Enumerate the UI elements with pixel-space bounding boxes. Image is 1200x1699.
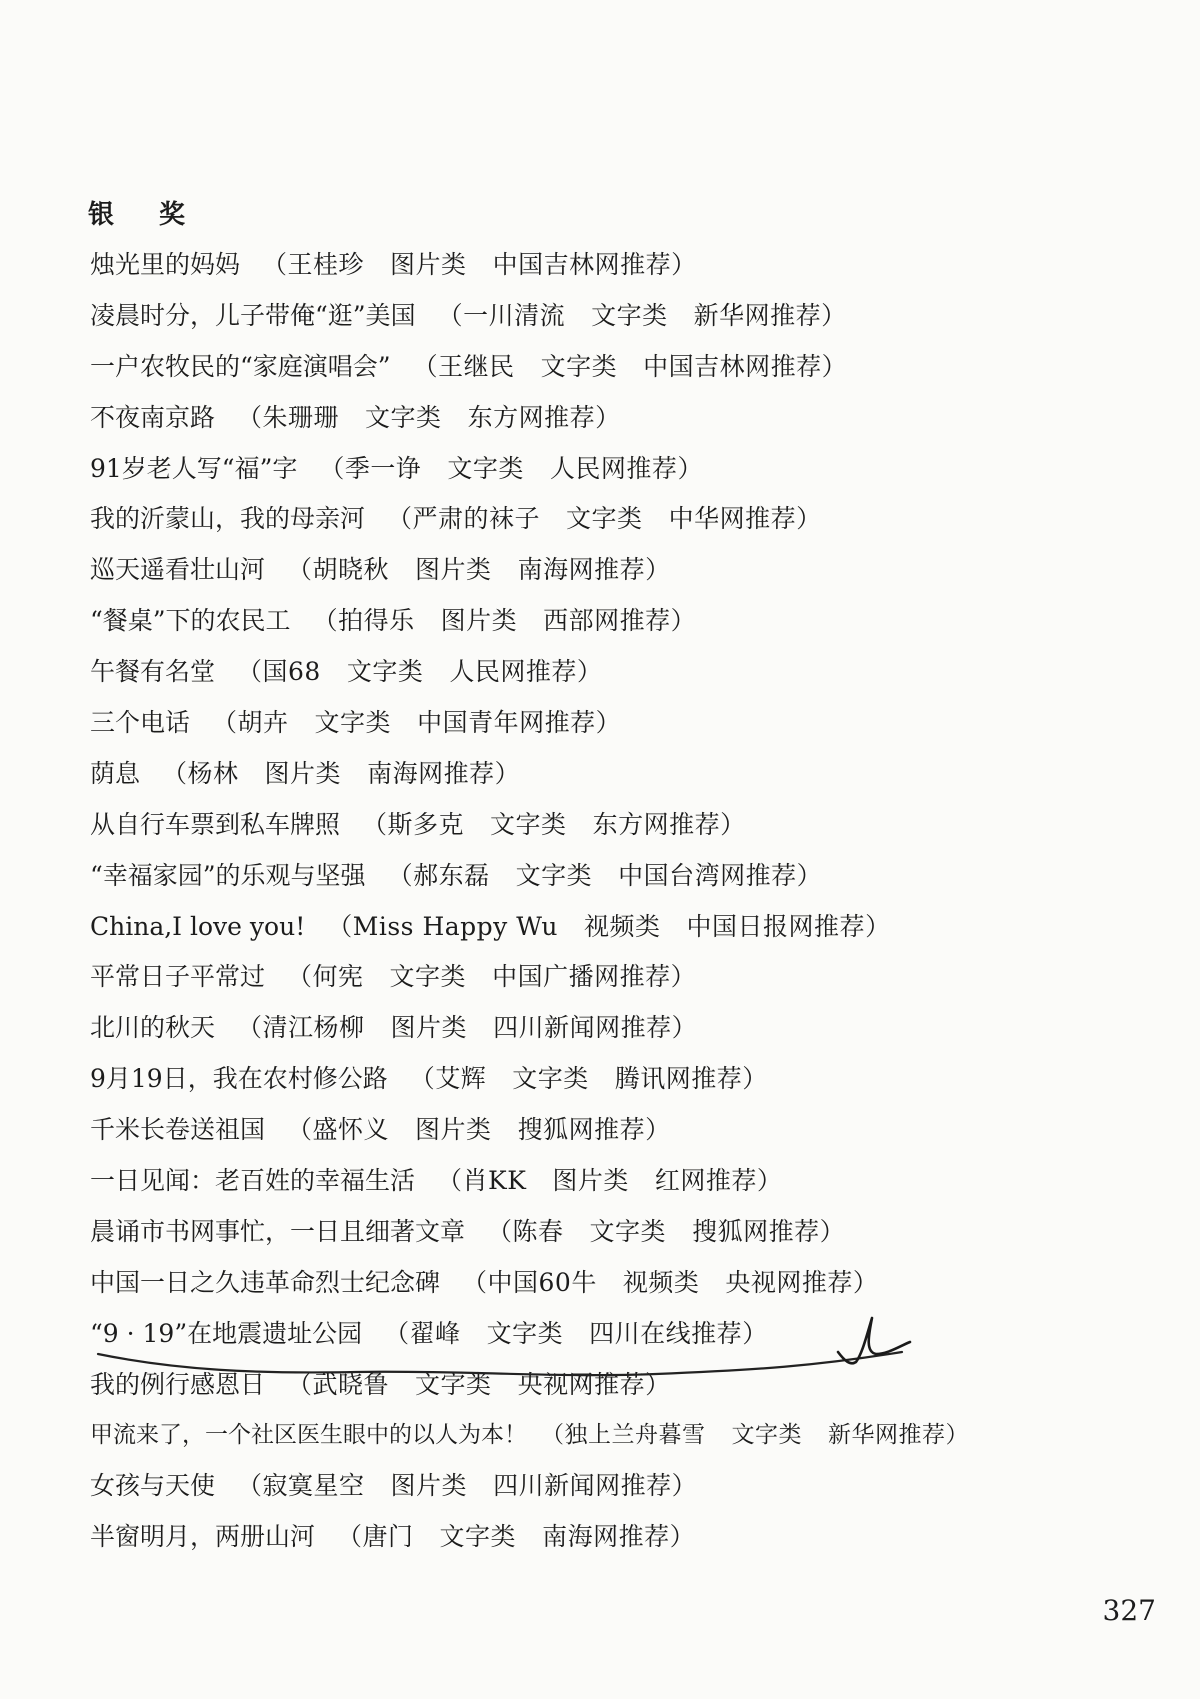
entry-category: 文字类 xyxy=(591,300,668,330)
award-entry xyxy=(90,1461,1150,1512)
entry-author: 陈春 xyxy=(512,1216,564,1246)
entry-source: 搜狐网推荐 xyxy=(692,1216,820,1246)
entry-category: 文字类 xyxy=(589,1216,667,1246)
entry-source: 人民网推荐 xyxy=(549,453,678,483)
entry-source: 中国吉林网推荐 xyxy=(643,351,822,381)
entry-category: 视频类 xyxy=(622,1267,700,1297)
entry-title: “餐桌”下的农民工 xyxy=(90,606,291,636)
award-entry xyxy=(90,1258,1150,1309)
entry-source: 南海网推荐 xyxy=(367,758,495,788)
entry-title: 午餐有名堂 xyxy=(90,657,216,687)
award-entry xyxy=(90,393,1150,444)
award-entry xyxy=(90,800,1150,851)
award-entry xyxy=(90,698,1150,749)
entry-credit: （季一诤 文字类 人民网推荐） xyxy=(319,453,703,483)
entry-author: 胡卉 xyxy=(237,708,289,738)
entry-author: 杨林 xyxy=(187,758,239,788)
entry-category: 文字类 xyxy=(486,1318,564,1348)
entry-credit: （Miss Happy Wu 视频类 中国日报网推荐） xyxy=(327,911,891,941)
entry-author: 拍得乐 xyxy=(338,606,415,636)
entry-category: 文字类 xyxy=(365,402,442,432)
award-entry xyxy=(90,545,1150,596)
entry-title: 平常日子平常过 xyxy=(90,962,266,992)
entry-category: 文字类 xyxy=(566,504,643,534)
entry-category: 文字类 xyxy=(512,1064,589,1094)
entry-author: 寂寞星空 xyxy=(262,1471,365,1501)
entry-source: 新华网推荐 xyxy=(828,1422,946,1449)
entry-source: 腾讯网推荐 xyxy=(614,1064,743,1094)
entry-title: 不夜南京路 xyxy=(90,402,216,432)
entry-credit: （杨林 图片类 南海网推荐） xyxy=(162,758,521,788)
award-entry xyxy=(90,1105,1150,1156)
entry-category: 文字类 xyxy=(346,657,424,687)
entry-author: 独上兰舟暮雪 xyxy=(564,1422,706,1449)
entry-credit: （盛怀义 图片类 搜狐网推荐） xyxy=(287,1115,671,1145)
entry-source: 搜狐网推荐 xyxy=(517,1115,646,1145)
entry-author: 胡晓秋 xyxy=(312,555,390,585)
entry-category: 图片类 xyxy=(390,1471,468,1501)
entry-category: 文字类 xyxy=(447,453,524,483)
entry-source: 中国日报网推荐 xyxy=(686,911,866,941)
entry-source: 中华网推荐 xyxy=(668,504,797,534)
award-entry xyxy=(90,647,1150,698)
entry-source: 四川在线推荐 xyxy=(589,1318,743,1348)
entry-author: 唐门 xyxy=(362,1522,414,1552)
entry-source: 人民网推荐 xyxy=(449,657,577,687)
entry-category: 图片类 xyxy=(264,758,342,788)
award-entry xyxy=(90,749,1150,800)
entry-source: 央视网推荐 xyxy=(517,1369,646,1399)
entry-credit: （中国60牛 视频类 央视网推荐） xyxy=(462,1267,879,1297)
award-entry xyxy=(90,952,1150,1003)
entry-author: 清江杨柳 xyxy=(262,1013,365,1043)
entry-title: 千米长卷送祖国 xyxy=(90,1115,266,1145)
entry-credit: （陈春 文字类 搜狐网推荐） xyxy=(487,1216,846,1246)
award-entry xyxy=(90,444,1150,495)
entry-credit: （翟峰 文字类 四川在线推荐） xyxy=(384,1318,768,1348)
entry-title: 北川的秋天 xyxy=(90,1013,216,1043)
award-entry xyxy=(90,291,1150,342)
entry-credit: （胡晓秋 图片类 南海网推荐） xyxy=(287,555,671,585)
entry-author: 严肃的袜子 xyxy=(412,504,541,534)
page-number: 327 xyxy=(1102,1594,1156,1627)
entry-title: 荫息 xyxy=(90,758,141,788)
entry-author: 朱珊珊 xyxy=(262,402,340,432)
entry-category: 文字类 xyxy=(439,1522,517,1552)
entry-source: 西部网推荐 xyxy=(543,606,671,636)
entry-title: “9 · 19”在地震遗址公园 xyxy=(90,1318,363,1348)
entry-category: 文字类 xyxy=(415,1369,492,1399)
entry-category: 文字类 xyxy=(731,1422,802,1449)
entry-source: 四川新闻网推荐 xyxy=(493,1013,672,1043)
entry-author: 郝东磊 xyxy=(413,860,490,890)
entry-credit: （肖KK 图片类 红网推荐） xyxy=(437,1166,783,1196)
handwritten-check-mark xyxy=(832,1308,912,1368)
entry-author: 中国60牛 xyxy=(487,1267,597,1297)
entry-title: 一户农牧民的“家庭演唱会” xyxy=(90,351,391,381)
entry-author: 翟峰 xyxy=(409,1318,461,1348)
handwritten-underline xyxy=(96,1344,906,1388)
entry-title: 巡天遥看壮山河 xyxy=(90,555,266,585)
award-entry xyxy=(90,494,1150,545)
entry-source: 四川新闻网推荐 xyxy=(493,1471,672,1501)
entry-credit: （独上兰舟暮雪 文字类 新华网推荐） xyxy=(541,1422,969,1449)
award-entry xyxy=(90,1207,1150,1258)
entry-title: 甲流来了，一个社区医生眼中的以人为本！ xyxy=(90,1422,527,1449)
award-entry xyxy=(90,1512,1150,1563)
entry-author: Miss Happy Wu xyxy=(352,911,559,941)
entry-category: 图片类 xyxy=(415,1115,492,1145)
entry-category: 文字类 xyxy=(314,708,392,738)
entry-category: 图片类 xyxy=(440,606,518,636)
entry-category: 文字类 xyxy=(515,860,593,890)
entry-author: 王桂珍 xyxy=(287,250,365,279)
award-entry xyxy=(90,1054,1150,1105)
entry-title: 91岁老人写“福”字 xyxy=(90,453,298,483)
entry-credit: （清江杨柳 图片类 四川新闻网推荐） xyxy=(237,1013,698,1043)
entry-source: 中国青年网推荐 xyxy=(417,708,596,738)
award-entry xyxy=(90,902,1150,953)
entry-category: 图片类 xyxy=(415,555,492,585)
entry-credit: （艾辉 文字类 腾讯网推荐） xyxy=(409,1064,768,1094)
award-entry xyxy=(90,1156,1150,1207)
entry-title: 晨诵市书网事忙，一日且细著文章 xyxy=(90,1216,466,1246)
award-entry xyxy=(90,342,1150,393)
entry-source: 东方网推荐 xyxy=(467,402,596,432)
award-entry xyxy=(90,596,1150,647)
entry-credit: （严肃的袜子 文字类 中华网推荐） xyxy=(387,504,822,534)
entry-category: 图片类 xyxy=(390,1013,468,1043)
entry-source: 中国广播网推荐 xyxy=(492,962,671,992)
entry-source: 东方网推荐 xyxy=(592,809,721,839)
entry-credit: （拍得乐 图片类 西部网推荐） xyxy=(312,606,697,636)
entry-credit: （武晓鲁 文字类 央视网推荐） xyxy=(287,1369,671,1399)
entry-title: 中国一日之久违革命烈士纪念碑 xyxy=(90,1267,441,1297)
entry-credit: （何宪 文字类 中国广播网推荐） xyxy=(287,962,697,992)
entry-category: 图片类 xyxy=(552,1166,629,1196)
entry-credit: （寂寞星空 图片类 四川新闻网推荐） xyxy=(237,1471,698,1501)
award-entry xyxy=(90,240,1150,291)
entry-source: 中国台湾网推荐 xyxy=(618,860,797,890)
entry-author: 艾辉 xyxy=(435,1064,487,1094)
entry-credit: （斯多克 文字类 东方网推荐） xyxy=(362,809,746,839)
entry-title: 我的例行感恩日 xyxy=(90,1369,266,1399)
entry-category: 视频类 xyxy=(584,911,661,941)
entry-author: 国68 xyxy=(262,657,321,687)
entry-category: 文字类 xyxy=(389,962,467,992)
entry-category: 文字类 xyxy=(540,351,618,381)
entry-title: 凌晨时分，儿子带俺“逛”美国 xyxy=(90,300,416,330)
entry-credit: （唐门 文字类 南海网推荐） xyxy=(337,1522,696,1552)
entry-author: 季一诤 xyxy=(344,453,422,483)
entry-title: China,I love you! xyxy=(90,911,306,941)
entry-credit: （王继民 文字类 中国吉林网推荐） xyxy=(412,351,848,381)
entry-author: 肖KK xyxy=(462,1166,527,1196)
entry-credit: （郝东磊 文字类 中国台湾网推荐） xyxy=(387,860,823,890)
entry-credit: （胡卉 文字类 中国青年网推荐） xyxy=(212,708,622,738)
entry-title: 半窗明月，两册山河 xyxy=(90,1522,316,1552)
award-entry xyxy=(90,1410,1150,1461)
entry-credit: （国68 文字类 人民网推荐） xyxy=(237,657,603,687)
entry-credit: （王桂珍 图片类 中国吉林网推荐） xyxy=(262,250,697,279)
entry-source: 央视网推荐 xyxy=(725,1267,853,1297)
section-heading: 银 奖 xyxy=(88,200,204,230)
entry-author: 斯多克 xyxy=(387,809,465,839)
entry-title: 烛光里的妈妈 xyxy=(90,250,241,279)
entry-category: 图片类 xyxy=(390,250,467,279)
entry-source: 中国吉林网推荐 xyxy=(492,250,672,279)
entry-credit: （一川清流 文字类 新华网推荐） xyxy=(437,300,847,330)
entry-author: 一川清流 xyxy=(463,300,566,330)
entry-author: 盛怀义 xyxy=(312,1115,390,1145)
entry-source: 南海网推荐 xyxy=(542,1522,670,1552)
entry-source: 新华网推荐 xyxy=(693,300,822,330)
entry-source: 红网推荐 xyxy=(654,1166,757,1196)
entry-source: 南海网推荐 xyxy=(517,555,646,585)
entry-category: 文字类 xyxy=(490,809,567,839)
entry-author: 何宪 xyxy=(312,962,364,992)
award-entry xyxy=(90,1003,1150,1054)
award-entry xyxy=(90,851,1150,902)
entry-author: 武晓鲁 xyxy=(312,1369,390,1399)
entry-credit: （朱珊珊 文字类 东方网推荐） xyxy=(237,402,621,432)
entry-title: “幸福家园”的乐观与坚强 xyxy=(90,860,366,890)
entry-title: 从自行车票到私车牌照 xyxy=(90,809,341,839)
entry-title: 女孩与天使 xyxy=(90,1471,216,1501)
entry-title: 9月19日，我在农村修公路 xyxy=(90,1064,388,1094)
entry-author: 王继民 xyxy=(438,351,515,381)
entry-title: 三个电话 xyxy=(90,708,191,738)
entry-title: 一日见闻：老百姓的幸福生活 xyxy=(90,1166,416,1196)
entry-title: 我的沂蒙山，我的母亲河 xyxy=(90,504,366,534)
